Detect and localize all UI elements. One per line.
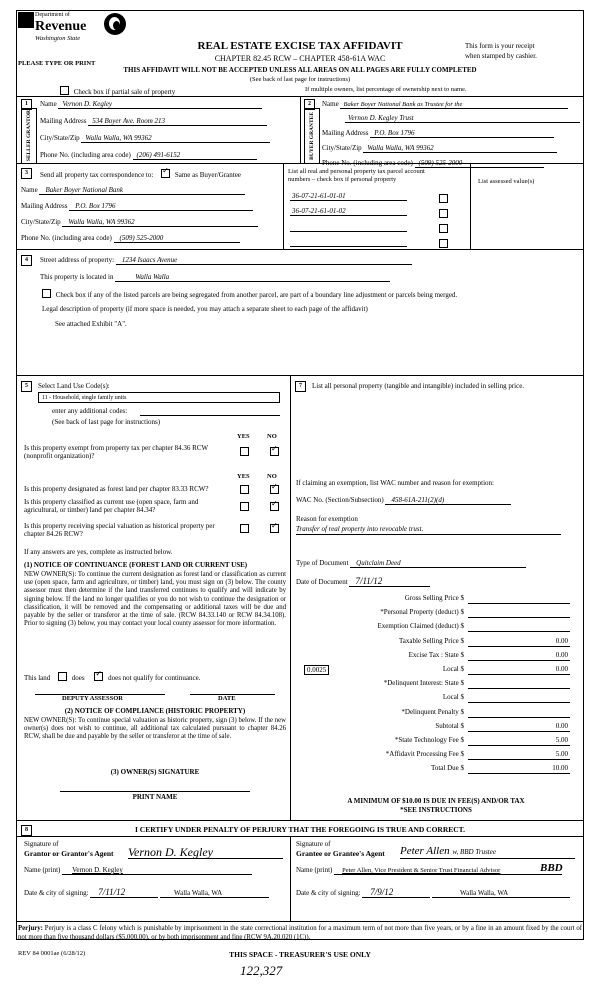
- parcel-row: [290, 192, 466, 207]
- seller-phone-row: [40, 151, 295, 160]
- grantee-date-row: [296, 887, 570, 898]
- grantee-date-value[interactable]: 7/9/12: [362, 887, 430, 898]
- grantor-signature-label-1: Signature of: [24, 840, 59, 848]
- perjury-note: [18, 925, 582, 942]
- tax-line-value[interactable]: 0.00: [555, 721, 568, 730]
- wac-label: WAC No. (Section/Subsection): [296, 496, 384, 504]
- yes-header-2: YES: [237, 473, 250, 480]
- located-in-value[interactable]: Walla Walla: [115, 273, 390, 282]
- buyer-mail-label: Mailing Address: [322, 129, 369, 137]
- assessed-values-header: List assessed value(s): [478, 178, 535, 185]
- parcel-number[interactable]: [290, 222, 407, 232]
- form-title: REAL ESTATE EXCISE TAX AFFIDAVIT: [197, 40, 403, 52]
- sec3-mail-row: [21, 202, 281, 211]
- tax-line: [296, 708, 574, 722]
- tax-line-label: Exemption Claimed (deduct) $: [377, 622, 464, 631]
- seller-city-value[interactable]: Walla Walla, WA 99362: [81, 134, 270, 143]
- multiple-owners-note: If multiple owners, list percentage of ownership next to name.: [305, 86, 467, 93]
- tax-line: [296, 679, 574, 693]
- buyer-name-value2[interactable]: Vernon D. Kegley Trust: [345, 114, 580, 123]
- does-qualify-checkbox[interactable]: [58, 672, 67, 681]
- form-chapter: CHAPTER 82.45 RCW – CHAPTER 458-61A WAC: [214, 54, 386, 63]
- tax-line: [296, 764, 574, 778]
- parcel-personal-property-checkbox[interactable]: [439, 239, 448, 248]
- grantee-signature-label-1: Signature of: [296, 840, 331, 848]
- does-label: does: [71, 674, 85, 682]
- sec5-see-back: (See back of last page for instructions): [52, 418, 161, 426]
- dept-line3: Washington State: [35, 35, 81, 42]
- land-use-code-select[interactable]: [38, 392, 280, 403]
- seller-name-label: Name: [40, 100, 57, 108]
- parcel-personal-property-checkbox[interactable]: [439, 224, 448, 233]
- section-4-band: [17, 250, 583, 376]
- this-land-row: [24, 672, 200, 682]
- street-address-row: [40, 256, 440, 265]
- grantor-date-label: Date & city of signing:: [24, 889, 89, 897]
- tax-line-label: Taxable Selling Price $: [398, 636, 464, 645]
- tax-line-label: Local $: [442, 693, 464, 702]
- buyer-mail-row: [322, 129, 580, 138]
- legal-description-value[interactable]: See attached Exhibit "A".: [55, 320, 127, 328]
- this-land-label: This land: [24, 674, 51, 682]
- tax-line-value[interactable]: 0.00: [555, 664, 568, 673]
- exempt-property-tax-question: Is this property exempt from property tax per chapter 84.36 RCW (nonprofit organization)?: [24, 444, 208, 460]
- personal-property-title: List all personal property (tangible and intangible) included in selling price.: [312, 382, 525, 390]
- reason-label: Reason for exemption: [296, 515, 358, 523]
- perjury-label: Perjury:: [18, 925, 43, 932]
- tax-line-label: Total Due $: [431, 764, 464, 773]
- exempt-no-checkbox[interactable]: [270, 447, 279, 457]
- additional-codes-label: enter any additional codes:: [52, 407, 128, 415]
- parcel-personal-property-checkbox[interactable]: [439, 194, 448, 203]
- sec3-city-value[interactable]: Walla Walla, WA 99362: [62, 218, 258, 227]
- owner-signature-line[interactable]: [60, 790, 250, 792]
- grantee-signature-annotation: w, BBD Trustee: [452, 848, 496, 856]
- section-3-number: 3: [21, 168, 32, 179]
- located-in-row: [40, 273, 440, 282]
- located-in-label: This property is located in: [40, 273, 114, 281]
- if-any-answers-note: If any answers are yes, complete as instructed below.: [24, 548, 173, 556]
- grantor-print-row: [24, 866, 252, 875]
- tax-line: [296, 608, 574, 622]
- tax-line: [296, 693, 574, 707]
- send-correspondence-label: Send all property tax correspondence to:: [40, 171, 154, 179]
- exemption-claim-label: If claiming an exemption, list WAC number and reason for exemption:: [296, 479, 494, 487]
- doc-type-row: [296, 559, 526, 568]
- treasurer-space-label: THIS SPACE - TREASURER'S USE ONLY: [229, 950, 371, 959]
- partial-sale-label: Check box if partial sale of property: [73, 88, 176, 96]
- tax-line-label: Subtotal $: [435, 721, 464, 730]
- same-as-buyer-label: Same as Buyer/Grantee: [174, 171, 241, 179]
- seller-mail-value[interactable]: 534 Boyer Ave. Room 213: [88, 117, 267, 126]
- tax-line: [296, 665, 574, 679]
- grantee-stamp: BBD: [540, 862, 563, 874]
- partial-sale-checkbox[interactable]: [60, 86, 69, 95]
- grantor-signature-label-2: Grantor or Grantor's Agent: [24, 849, 114, 858]
- grantor-print-value[interactable]: Vernon D. Kegley: [62, 866, 252, 875]
- section-7-number: 7: [295, 381, 306, 392]
- tax-line-label: Excise Tax : State $: [408, 650, 464, 659]
- parcel-header-1: List all real and personal property tax parcel account: [288, 168, 425, 175]
- grantee-signature-label-2: Grantee or Grantee's Agent: [296, 849, 385, 858]
- doc-date-label: Date of Document: [296, 578, 348, 586]
- historic-property-question: Is this property receiving special valuation as historical property per chapter 84.26 RCW?: [24, 522, 215, 538]
- sec3-name-value[interactable]: Baker Boyer National Bank: [39, 186, 245, 195]
- buyer-name-row-2: [345, 114, 580, 123]
- tax-line-value[interactable]: 5.00: [555, 735, 568, 744]
- grantor-print-label: Name (print): [24, 866, 61, 874]
- tax-line: [296, 622, 574, 636]
- perjury-text: Perjury is a class C felony which is punishable by imprisonment in the state correctional institution for a maximum term of not more than five years, or by a fine in an amount fixed by the court of not more than five thousand dollars ($5,000.00), or by both imprisonment and fine (RCW 9A.20.020 (1C)).: [18, 925, 582, 941]
- buyer-city-value[interactable]: Walla Walla, WA 99362: [363, 144, 557, 153]
- dept-line2: Revenue: [35, 19, 87, 34]
- seller-phone-label: Phone No. (including area code): [40, 151, 131, 159]
- tax-line: [296, 594, 574, 608]
- tax-line-label: *Personal Property (deduct) $: [380, 608, 464, 617]
- grantor-signature-field[interactable]: Vernon D. Kegley: [128, 845, 283, 859]
- tax-line: [296, 637, 574, 651]
- grantor-date-row: [24, 887, 269, 898]
- please-type-print: PLEASE TYPE OR PRINT: [18, 60, 96, 67]
- sec3-phone-value[interactable]: (509) 525-2000: [114, 234, 240, 243]
- forest-land-question: Is this property designated as forest land per chapter 83.33 RCW?: [24, 485, 209, 493]
- print-name-label: PRINT NAME: [132, 793, 178, 801]
- receipt-note-2: when stamped by cashier.: [465, 52, 537, 60]
- send-correspondence-row: [40, 169, 241, 179]
- additional-codes-input[interactable]: [140, 414, 280, 416]
- land-use-code-value: 11 - Household, single family units: [42, 395, 127, 401]
- historic-yes-checkbox[interactable]: [240, 524, 249, 534]
- exempt-yes-checkbox[interactable]: [240, 447, 249, 457]
- tax-line-label: Gross Selling Price $: [404, 594, 464, 602]
- section-5-number: 5: [21, 381, 32, 392]
- sec3-name-row: [21, 186, 281, 195]
- tax-line: [296, 651, 574, 665]
- grantee-print-value[interactable]: Peter Allen, Vice President & Senior Trust Financial Advisor: [334, 867, 562, 875]
- form-warning: THIS AFFIDAVIT WILL NOT BE ACCEPTED UNLESS ALL AREAS ON ALL PAGES ARE FULLY COMPLETED: [123, 66, 477, 74]
- see-instructions-note: *SEE INSTRUCTIONS: [400, 806, 472, 814]
- buyer-phone-label: Phone No. (including area code): [322, 159, 413, 167]
- seller-city-label: City/State/Zip: [40, 134, 80, 142]
- sec3-city-label: City/State/Zip: [21, 218, 61, 226]
- yes-header-1: YES: [237, 433, 250, 440]
- grantee-city-value[interactable]: Walla Walla, WA: [432, 889, 570, 898]
- legal-description-label: Legal description of property (if more space is needed, you may attach a separate sheet to each page of the affidavit): [42, 305, 368, 313]
- tax-line-label: *Delinquent Interest: State $: [383, 679, 464, 688]
- buyer-grantee-side-label: BUYER GRANTEE: [304, 108, 320, 164]
- minimum-due-note: A MINIMUM OF $10.00 IS DUE IN FEE(S) AND/OR TAX: [347, 797, 525, 805]
- seller-name-row: [40, 100, 295, 109]
- notice-continuance-body: NEW OWNER(S): To continue the current designation as forest land or classification as current use (open space, farm and agriculture, or timber) land, you must sign on (3) below. The county assessor must then determine if the land transferred continues to qualify and will indicate by signing below. If the land no longer qualifies or you do not wish to continue the designation or classification, it will be removed and the compensating or additional taxes will be due and payable by the seller or transferor at the time of sale. (RCW 84.33.140 or RCW 84.34.108). Prior to signing (3) below, you may contact your local county assessor for more information.: [24, 571, 286, 628]
- tax-line-label: Local $: [442, 664, 464, 673]
- land-use-code-title: Select Land Use Code(s):: [38, 382, 110, 390]
- historic-no-checkbox[interactable]: [270, 524, 279, 534]
- deputy-assessor-label: DEPUTY ASSESSOR: [62, 695, 123, 702]
- sec3-city-row: [21, 218, 281, 227]
- section-8-number: 8: [21, 825, 32, 836]
- notice-compliance-body: NEW OWNER(S): To continue special valuation as historic property, sign (3) below. If the new owner(s) does not wish to continue, all additional tax calculated pursuant to chapter 84.26 RCW, shall be due and payable by the seller or transferor at the time of sale.: [24, 717, 286, 741]
- treasurer-stamp-number: 122,327: [240, 963, 283, 978]
- buyer-mail-value[interactable]: P.O. Box 1796: [370, 129, 554, 138]
- receipt-note-1: This form is your receipt: [465, 42, 535, 50]
- tax-line-value[interactable]: 0.00: [555, 636, 568, 645]
- sec3-name-label: Name: [21, 186, 38, 194]
- doc-date-row: [296, 576, 430, 587]
- reason-value[interactable]: Transfer of real property into revocable trust.: [296, 525, 561, 535]
- sec3-mail-value[interactable]: P.O. Box 1796: [69, 202, 253, 211]
- same-as-buyer-checkbox[interactable]: [161, 169, 170, 178]
- tax-rate-box: 0.0025: [304, 665, 329, 675]
- seller-city-row: [40, 134, 295, 143]
- buyer-phone-value[interactable]: (509) 525-2000: [415, 159, 544, 168]
- does-not-qualify-checkbox[interactable]: [94, 672, 103, 681]
- no-header-1: NO: [267, 433, 277, 440]
- tax-line-value[interactable]: 0.00: [555, 650, 568, 659]
- tax-line: [296, 750, 574, 764]
- street-address-value[interactable]: 1234 Isaacs Avenue: [116, 256, 412, 265]
- owner-signature-title: (3) OWNER(S) SIGNATURE: [110, 768, 200, 776]
- parcel-number[interactable]: [290, 237, 407, 247]
- grantee-print-row: [296, 866, 562, 875]
- parcel-list: [290, 192, 466, 252]
- seller-mail-row: [40, 117, 295, 126]
- tax-line: [296, 722, 574, 736]
- deputy-assessor-date-label: DATE: [218, 695, 236, 702]
- forest-yes-checkbox[interactable]: [240, 485, 249, 495]
- seller-name-value[interactable]: Vernon D. Kegley: [58, 100, 262, 109]
- segregated-label: Check box if any of the listed parcels are being segregated from another parcel, are part of a boundary line adjustment or parcels being merged.: [55, 291, 458, 299]
- current-use-yes-checkbox[interactable]: [240, 502, 249, 512]
- form-revision: REV 84 0001ae (6/28/12): [18, 950, 86, 957]
- partial-sale-row: [60, 86, 175, 96]
- parcel-header-2: numbers – check box if personal property: [288, 176, 397, 183]
- tax-line-label: *State Technology Fee $: [394, 735, 464, 744]
- current-use-question: Is this property classified as current use (open space, farm and agricultural, or timber) land per chapter 84.34?: [24, 498, 199, 514]
- current-use-no-checkbox[interactable]: [270, 502, 279, 512]
- grantee-signature-field[interactable]: [400, 845, 575, 859]
- buyer-city-row: [322, 144, 580, 153]
- see-back-instructions: (See back of last page for instructions): [249, 76, 351, 83]
- parcel-row: [290, 222, 466, 237]
- street-address-label: Street address of property:: [40, 256, 115, 264]
- tax-line-label: *Delinquent Penalty $: [401, 707, 464, 716]
- parcel-number[interactable]: 36-07-21-61-01-01: [290, 192, 407, 201]
- tax-line: [296, 736, 574, 750]
- parcel-row: [290, 207, 466, 222]
- seller-phone-value[interactable]: (206) 491-6152: [133, 151, 257, 160]
- sec3-phone-label: Phone No. (including area code): [21, 234, 112, 242]
- parcel-number[interactable]: 36-07-21-61-01-02: [290, 207, 407, 216]
- grantee-date-label: Date & city of signing:: [296, 889, 361, 897]
- does-not-label: does not qualify for continuance.: [108, 674, 201, 682]
- tax-calculation-table: [296, 594, 574, 778]
- seller-mail-label: Mailing Address: [40, 117, 87, 125]
- seller-grantor-side-label: SELLER GRANTOR: [21, 108, 37, 164]
- tax-line-value[interactable]: 10.00: [552, 764, 568, 773]
- notice-compliance-title: (2) NOTICE OF COMPLIANCE (HISTORIC PROPERTY): [64, 707, 246, 715]
- section-2-number: 2: [304, 99, 315, 110]
- grantee-signature-script: Peter Allen: [400, 845, 450, 857]
- doc-type-value[interactable]: Quitclaim Deed: [350, 559, 526, 568]
- parcel-personal-property-checkbox[interactable]: [439, 209, 448, 218]
- tax-line-value[interactable]: 5.00: [555, 750, 568, 759]
- no-header-2: NO: [267, 473, 277, 480]
- section-4-number: 4: [21, 255, 32, 266]
- dept-line1: Department of: [35, 12, 70, 18]
- tax-line-label: *Affidavit Processing Fee $: [385, 750, 464, 759]
- notice-continuance-title: (1) NOTICE OF CONTINUANCE (FOREST LAND OR CURRENT USE): [24, 561, 248, 569]
- wac-row: [296, 496, 511, 505]
- buyer-city-label: City/State/Zip: [322, 144, 362, 152]
- buyer-name-row: [322, 100, 580, 109]
- buyer-name-value[interactable]: Baker Boyer National Bank as Trustee for the: [340, 101, 568, 109]
- certify-statement: I CERTIFY UNDER PENALTY OF PERJURY THAT THE FOREGOING IS TRUE AND CORRECT.: [134, 825, 465, 834]
- wac-value[interactable]: 458-61A-211(2)(d): [385, 496, 511, 505]
- doc-type-label: Type of Document: [296, 559, 349, 567]
- buyer-name-label: Name: [322, 100, 339, 108]
- segregated-row: [42, 289, 562, 299]
- forest-no-checkbox[interactable]: [270, 485, 279, 495]
- sec3-phone-row: [21, 234, 281, 243]
- grantor-city-value[interactable]: Walla Walla, WA: [160, 889, 269, 898]
- segregated-checkbox[interactable]: [42, 289, 51, 298]
- sec3-mail-label: Mailing Address: [21, 202, 68, 210]
- section-1-number: 1: [21, 99, 32, 110]
- doc-date-value[interactable]: 7/11/12: [349, 576, 430, 587]
- grantor-date-value[interactable]: 7/11/12: [90, 887, 158, 898]
- grantee-print-label: Name (print): [296, 866, 333, 874]
